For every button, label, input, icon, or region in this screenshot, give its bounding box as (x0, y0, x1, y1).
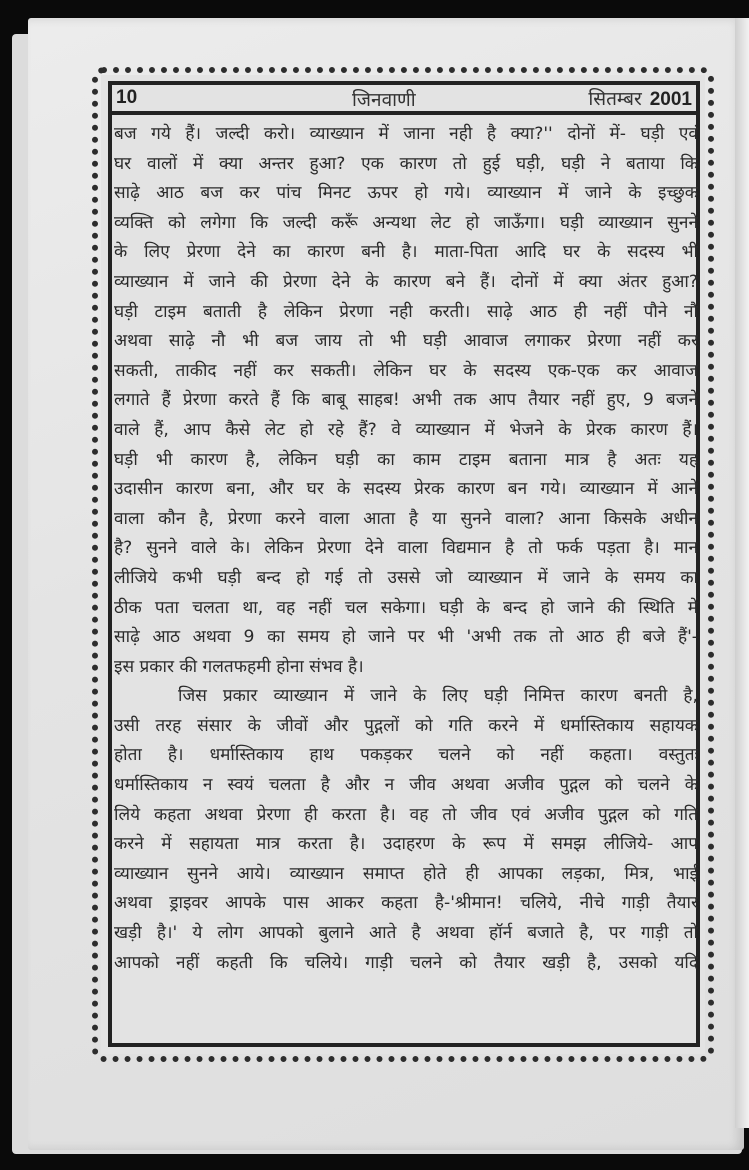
article-body (114, 120, 698, 978)
text-line: ठीक पता चलता था, वह नहीं चल सकेगा। घड़ी के बन्द हो जाने की स्थिति में (114, 597, 698, 618)
text-line: घड़ी टाइम बताती है लेकिन प्रेरणा नही करती। साढ़े आठ ही नहीं पौने नौ (114, 301, 698, 322)
page-curl-edge (735, 18, 749, 1128)
paragraph-start-line: जिस प्रकार व्याख्यान में जाने के लिए घड़ी निमित्त कारण बनती है, (178, 686, 698, 707)
text-line: व्याख्यान में जाने की प्रेरणा देने के कारण बने हैं। दोनों में क्या अंतर हुआ? (114, 271, 698, 292)
text-line: वाला कौन है, प्रेरणा करने वाला आता है या सुनने वाला? आना किसके अधीन (114, 508, 698, 529)
text-line: खड़ी है।' ये लोग आपको बुलाने आते है अथवा हॉर्न बजाते है, पर गाड़ी तो (114, 923, 698, 944)
running-header (112, 85, 696, 115)
text-line: घर वालों में क्या अन्तर हुआ? एक कारण तो हुई घड़ी, घड़ी ने बताया कि (114, 153, 698, 174)
text-line: होता है। धर्मास्तिकाय हाथ पकड़कर चलने को नहीं कहता। वस्तुतः (114, 745, 698, 766)
text-line: अथवा साढ़े नौ भी बज जाय तो भी घड़ी आवाज लगाकर प्रेरणा नहीं कर (114, 331, 698, 352)
text-line: है? सुनने वाले के। लेकिन प्रेरणा देने वाला विद्यमान है तो फर्क पड़ता है। मान (114, 538, 698, 559)
text-line: लिये कहता अथवा प्रेरणा ही करता है। वह तो जीव एवं अजीव पुद्गल को गति (114, 804, 698, 825)
text-line: बज गये हैं। जल्दी करो। व्याख्यान में जाना नही है क्या?'' दोनों में- घड़ी एवं (114, 124, 698, 144)
text-line: करने में सहायता मात्र करता है। उदाहरण के रूप में समझ लीजिये- आप (114, 834, 698, 855)
text-line: लीजिये कभी घड़ी बन्द हो गई तो उससे जो व्याख्यान में जाने के समय का (114, 567, 698, 588)
text-line: अथवा ड्राइवर आपके पास आकर कहता है-'श्रीमान! चलिये, नीचे गाड़ी तैयार (114, 893, 698, 914)
text-line: वाले हैं, आप कैसे लेट हो रहे हैं? वे व्याख्यान में भेजने के प्रेरक कारण हैं। (114, 419, 698, 440)
text-line: घड़ी भी कारण है, लेकिन घड़ी का काम टाइम बताना मात्र है अतः यह (114, 449, 698, 470)
text-line: धर्मास्तिकाय न स्वयं चलता है और न जीव अथवा अजीव पुद्गल को चलने के (114, 775, 698, 796)
text-line: के लिए प्रेरणा देने का कारण बनी है। माता-पिता आदि घर के सदस्य भी (114, 242, 698, 263)
text-line: उदासीन कारण बना, और घर के सदस्य प्रेरक कारण बन गये। व्याख्यान में आने (114, 479, 698, 500)
text-line: व्याख्यान सुनने आये। व्याख्यान समाप्त होते ही आपका लड़का, मित्र, भाई (114, 863, 698, 884)
text-line: साढ़े आठ बज कर पांच मिनट ऊपर हो गये। व्याख्यान में जाने के इच्छुक (114, 183, 698, 204)
issue-date (588, 85, 692, 111)
text-line: आपको नहीं कहती कि चलिये। गाड़ी चलने को तैयार खड़ी है, उसको यदि (114, 952, 698, 973)
text-line: व्यक्ति को लगेगा कि जल्दी करूँ अन्यथा लेट हो जाऊँगा। घड़ी व्याख्यान सुनने (114, 212, 698, 233)
text-line: साढ़े आठ अथवा 9 का समय हो जाने पर भी 'अभी तक तो आठ ही बजे हैं'- (114, 627, 698, 648)
magazine-title: जिनवाणी (352, 89, 416, 111)
paragraph-end-line: इस प्रकार की गलतफहमी होना संभव है। (114, 656, 364, 677)
page-number: 10 (116, 87, 138, 108)
text-line: सकती, ताकीद नहीं कर सकती। लेकिन घर के सदस्य एक-एक कर आवाज (114, 360, 698, 381)
issue-month: सितम्बर (588, 88, 642, 110)
text-line: लगाते हैं प्रेरणा करते हैं कि बाबू साहब! अभी तक आप तैयार नहीं हुए, 9 बजने (114, 390, 698, 411)
issue-year: 2001 (649, 89, 692, 110)
text-line: उसी तरह संसार के जीवों और पुद्गलों को गति करने में धर्मास्तिकाय सहायक (114, 715, 698, 736)
